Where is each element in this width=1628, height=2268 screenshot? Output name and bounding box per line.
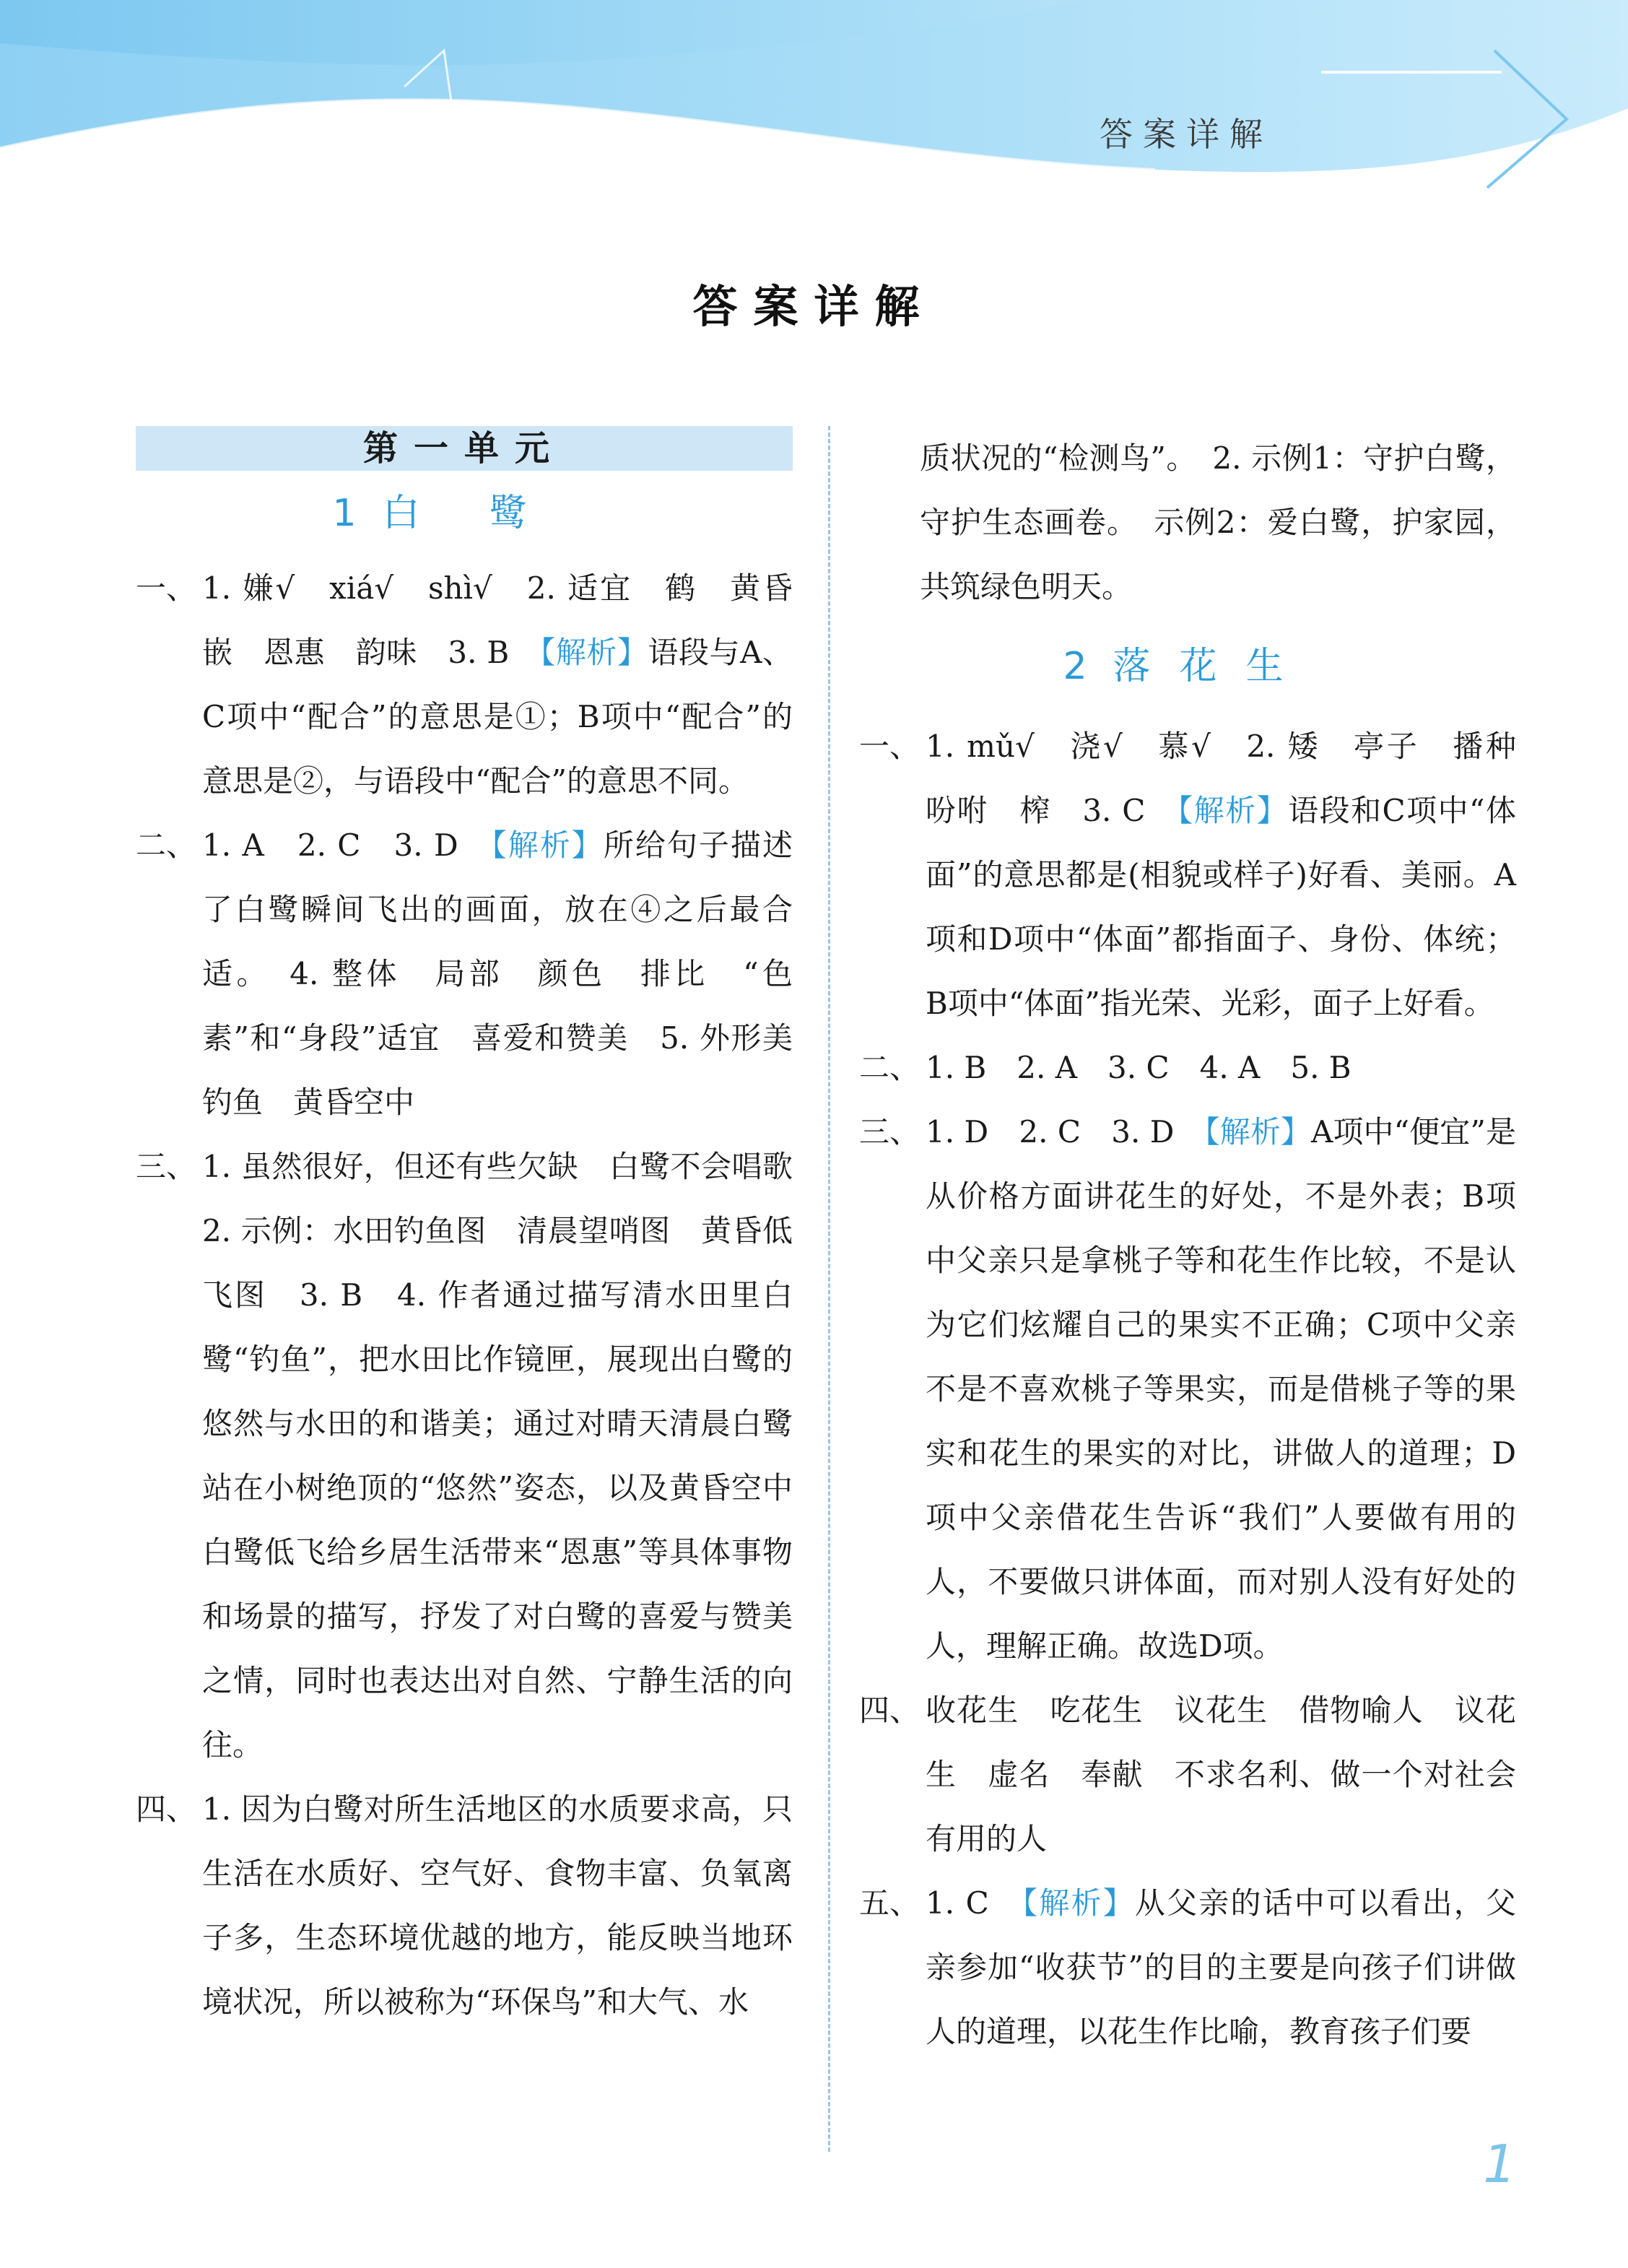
- answer-text: 1. 嫌√ xiá√ shì√ 2. 适宜 鹤 黄昏 嵌 恩惠 韵味 3. B: [202, 570, 824, 670]
- lesson-title: 白鹭: [382, 492, 596, 535]
- answer-section: [136, 1134, 824, 1777]
- unit-title: 第一单元: [136, 426, 793, 471]
- answer-section: [859, 714, 1547, 1035]
- section-label: 三、: [859, 1114, 920, 1150]
- lesson-heading: [136, 471, 793, 556]
- analysis-tag: 【解析】: [491, 827, 604, 863]
- answer-text: 1. 因为白鹭对所生活地区的水质要求高，只生活在水质好、空气好、食物丰富、负氧离子多，生态环境优越的地方，能反映当地环境状况，所以被称为“环保鸟”和大气、水: [202, 1791, 793, 2020]
- section-label: 二、: [859, 1050, 920, 1085]
- analysis-tag: 【解析】: [540, 635, 648, 670]
- answer-section: [136, 813, 824, 1134]
- answer-section: [136, 556, 824, 813]
- answer-text: 1. D 2. C 3. D: [926, 1114, 1205, 1150]
- continued-answer: [859, 426, 1516, 619]
- answer-text: 1. 虽然很好，但还有些欠缺 白鹭不会唱歌 2. 示例：水田钓鱼图 清晨望哨图 黄昏低飞图 3. B 4. 作者通过描写清水田里白鹭“钓鱼”，把水田比作镜匣，展现出白鹭的悠然与水田的和谐美；通过对晴天清晨白鹭站在小树绝顶的“悠然”姿态，以及黄昏空中白鹭低飞给乡居生活带来“恩惠”等具体事物和场景的描写，抒发了对白鹭的喜爱与赞美之情，同时也表达出对自然、宁静生活的向往。: [202, 1149, 824, 1763]
- header-banner: [0, 0, 1628, 195]
- lesson-number: 1: [332, 492, 357, 535]
- answer-text: 1. B 2. A 3. C 4. A 5. B: [926, 1050, 1351, 1085]
- lesson-heading: [859, 619, 1516, 714]
- answer-text: 收花生 吃花生 议花生 借物喻人 议花生 虚名 奉献 不求名利、做一个对社会有用的人: [926, 1693, 1516, 1856]
- analysis-text: A项中“便宜”是从价格方面讲花生的好处，不是外表；B项中父亲只是拿桃子等和花生作比较，不是认为它们炫耀自己的果实不正确；C项中父亲不是不喜欢桃子等果实，而是借桃子等的果实和花生的果实的对比，讲做人的道理；D项中父亲借花生告诉“我们”人要做有用的人，不要做只讲体面，而对别人没有好处的人，理解正确。故选D项。: [926, 1114, 1516, 1664]
- section-label: 四、: [136, 1791, 197, 1827]
- section-label: 五、: [859, 1885, 920, 1921]
- answer-section: [136, 1777, 793, 2034]
- right-column: [859, 426, 1547, 2064]
- answer-section: [859, 1871, 1516, 2064]
- section-label: 一、: [859, 729, 920, 764]
- section-label: 四、: [859, 1693, 920, 1728]
- column-divider: [828, 426, 830, 2152]
- analysis-text: 语段和C项中“体面”的意思都是(相貌或样子)好看、美丽。A项和D项中“体面”都指面子、身份、体统；B项中“体面”指光荣、光彩，面子上好看。: [926, 793, 1516, 1021]
- page-number: 1: [1483, 2134, 1516, 2194]
- analysis-text: 所给句子描述了白鹭瞬间飞出的画面，放在④之后最合适。 4. 整体 局部 颜色 排比 “色素”和“身段”适宜 喜爱和赞美 5. 外形美 钓鱼 黄昏空中: [202, 827, 824, 1120]
- analysis-tag: 【解析】: [1204, 1114, 1312, 1150]
- page-title: 答案详解: [692, 280, 936, 333]
- answer-text: 1. C: [926, 1885, 1023, 1921]
- answer-section: [859, 1678, 1516, 1871]
- analysis-text: 语段与A、C项中“配合”的意思是①；B项中“配合”的意思是②，与语段中“配合”的意思不同。: [202, 635, 793, 799]
- section-label: 二、: [136, 827, 197, 863]
- lesson-number: 2: [1063, 645, 1087, 688]
- answer-section: [859, 1035, 1516, 1100]
- left-column: [136, 426, 824, 2034]
- answer-section: [859, 1100, 1516, 1678]
- analysis-tag: 【解析】: [1178, 793, 1289, 828]
- answer-text: 质状况的“检测鸟”。 2. 示例1：守护白鹭，守护生态画卷。 示例2：爱白鹭，护家园，共筑绿色明天。: [920, 440, 1516, 604]
- section-label: 一、: [136, 570, 197, 606]
- header-label: 答案详解: [1100, 115, 1273, 154]
- answer-text: 1. A 2. C 3. D: [202, 827, 492, 863]
- answer-text: 1. mǔ√ 浇√ 慕√ 2. 矮 亭子 播种 吩咐 榨 3. C: [926, 729, 1547, 828]
- analysis-text: 从父亲的话中可以看出，父亲参加“收获节”的目的主要是向孩子们讲做人的道理，以花生作比喻，教育孩子们要: [926, 1885, 1516, 2049]
- lesson-title: 落花生: [1113, 645, 1313, 688]
- section-label: 三、: [136, 1149, 197, 1184]
- analysis-tag: 【解析】: [1022, 1885, 1135, 1921]
